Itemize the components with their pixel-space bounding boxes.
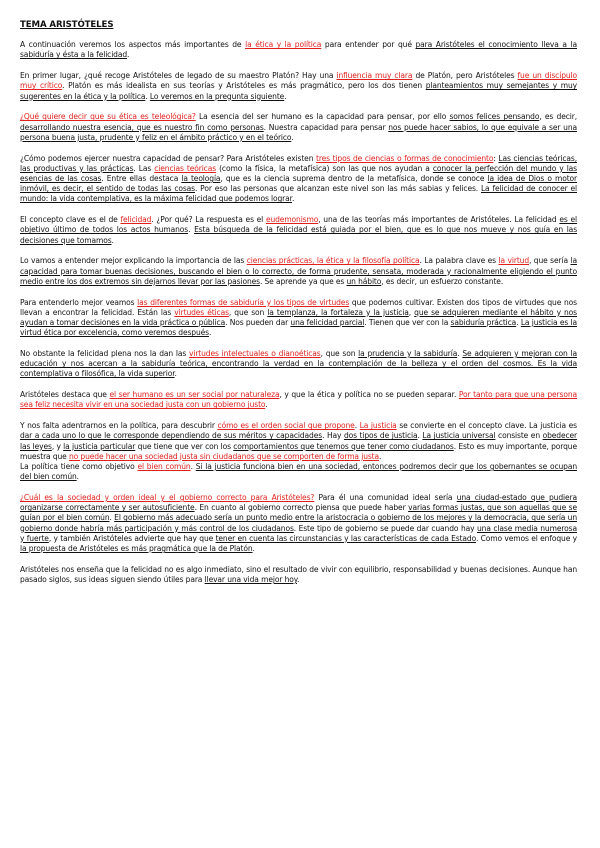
text-run: se convierte en el concepto clave. La justicia es xyxy=(396,421,577,431)
underlined-phrase: sabiduría práctica xyxy=(450,318,517,328)
text-run: . Las xyxy=(133,163,155,173)
highlighted-term: virtudes intelectuales o dianoéticas xyxy=(189,349,321,359)
paragraph xyxy=(20,298,577,339)
text-run: que tiene que ver con los xyxy=(135,441,234,451)
text-run: . xyxy=(145,91,150,101)
underlined-phrase: La justicia universal xyxy=(422,431,496,441)
highlighted-term: el ser humano es un ser social por naturaleza xyxy=(109,390,280,400)
text-run: . En cuanto al gobierno correcto piensa que puede haber xyxy=(194,503,409,513)
highlighted-term: las diferentes formas de sabiduría y los tipos de virtudes xyxy=(137,297,350,307)
underlined-phrase: Las ciencias teóricas, las productivas y las prácticas xyxy=(20,153,578,173)
underlined-phrase: planteamientos muy semejantes y muy sugerentes en la ética y la política xyxy=(20,81,577,101)
underlined-phrase: que se adquieren mediante el hábito y nos ayudan a tomar decisiones en la vida práctica o pública xyxy=(20,307,577,328)
text-run: (como la física, la metafísica) son las que nos ayudan a xyxy=(216,163,433,173)
paragraph xyxy=(20,493,577,554)
highlighted-term: ¿Cuál es la sociedad y orden ideal y el gobierno correcto para Aristóteles? xyxy=(20,493,315,503)
text-run: . xyxy=(174,369,177,379)
underlined-phrase: tener en cuenta las circunstancias y las características de cada Estado xyxy=(215,533,476,543)
underlined-phrase: Esta búsqueda de la felicidad está guiada por el bien, que es lo que nos mueve y nos guía en las decisiones que tomamos xyxy=(20,225,578,245)
underlined-phrase: El gobierno más adecuado sería un punto medio entre la aristocracia o gobierno de los mejores y la democracia, que sería un gobierno donde habría más participación y más control de los ciudadanos xyxy=(20,513,577,533)
text-run: . xyxy=(297,575,300,585)
paragraph xyxy=(20,40,577,60)
highlighted-term: ciencias prácticas, la ética y la filosofía política xyxy=(246,256,420,266)
paragraph xyxy=(20,565,577,585)
underlined-phrase: desarrollando nuestra esencia, que es nuestro fin como personas xyxy=(20,122,264,132)
underlined-phrase: La justicia es la virtud ética por excelencia, como veremos después xyxy=(20,318,577,338)
paragraph xyxy=(20,71,577,102)
text-run: . Nos pueden dar xyxy=(225,318,291,328)
underlined-phrase: Si la justicia funciona bien en una sociedad, entonces podremos decir que los gobernantes se ocupan del bien común xyxy=(20,462,577,482)
text-run: , que son xyxy=(228,307,268,317)
text-run: No obstante la felicidad plena nos la dan las xyxy=(20,349,189,359)
underlined-phrase: una felicidad parcial xyxy=(290,318,365,328)
text-run: Y nos falta adentrarnos en la política, para descubrir xyxy=(20,421,218,431)
underlined-phrase: la prudencia y la sabiduría xyxy=(358,349,458,359)
underlined-phrase: nos puede hacer sabios, lo que equivale a ser una persona buena justa, prudente y feliz en el ámbito práctico y en el teórico xyxy=(20,122,578,142)
text-run: . xyxy=(188,225,195,235)
highlighted-term: el bien común xyxy=(137,462,191,472)
paragraph xyxy=(20,215,577,246)
highlighted-term: Por tanto para que una persona sea feliz necesita vivir en una sociedad justa con un gobierno justo xyxy=(20,390,578,410)
text-run: . xyxy=(190,462,196,472)
text-run: , y también Aristóteles advierte que hay que xyxy=(48,533,216,543)
highlighted-term: virtudes éticas xyxy=(174,307,229,317)
underlined-phrase: es el objetivo último de todos los actos humanos xyxy=(20,215,577,235)
text-run: . xyxy=(291,132,294,142)
text-run: . Entre ellas destaca xyxy=(101,174,182,184)
text-run: . Este tipo de gobierno se puede dar cuando hay xyxy=(293,523,478,533)
text-run: . xyxy=(252,544,255,554)
highlighted-term: la ética y la política xyxy=(245,40,322,50)
text-run: . xyxy=(417,431,423,441)
underlined-phrase: la templanza, la fortaleza y la justicia xyxy=(267,307,409,317)
underlined-phrase: una clase media numerosa y fuerte xyxy=(20,523,577,543)
text-run: . Nuestra capacidad para pensar xyxy=(263,122,389,132)
underlined-phrase: varias formas justas, que son aquellas que se guían por el bien común xyxy=(20,503,577,523)
text-run: . Esto es muy importante, porque muestra que xyxy=(20,441,577,461)
paragraph xyxy=(20,112,577,143)
text-run: , xyxy=(408,307,415,317)
text-run: , y que la ética y política no se pueden separar. xyxy=(279,390,459,400)
paragraph xyxy=(20,349,577,380)
highlighted-term: tres tipos de ciencias o formas de conocimiento xyxy=(315,153,494,163)
text-run: , que sería xyxy=(529,256,571,266)
underlined-phrase: la capacidad para tomar buenas decisiones, buscando el bien o lo correcto, de forma prudente, sensata, moderada y racionalmente eligiendo el punto medio entre los dos extremos sin dejarnos llevar por las pasiones xyxy=(20,256,577,286)
text-run: , es decir, xyxy=(539,112,577,122)
text-run: . xyxy=(109,513,115,523)
text-run: . xyxy=(457,349,463,359)
highlighted-term: la virtud xyxy=(498,256,529,266)
underlined-phrase: conocer la perfección del mundo y las esencias de las cosas xyxy=(20,163,577,184)
highlighted-term: influencia muy clara xyxy=(336,71,413,81)
text-run: . ¿Por qué? La respuesta es el xyxy=(151,215,266,225)
text-run: La esencia del ser humano es la capacidad para pensar, por ello xyxy=(195,112,450,122)
document-body xyxy=(20,40,577,585)
highlighted-term: cómo es el orden social que propone xyxy=(217,421,355,431)
text-run: Aristóteles nos enseña que la felicidad no es algo inmediato, sino el resultado de vivir con equilibrio, responsabilidad y buenas decisiones. Aunque han pasado siglos, sus ideas siguen siendo útiles para xyxy=(20,564,577,585)
text-run: consiste en xyxy=(495,431,543,441)
underlined-phrase: para Aristóteles el conocimiento lleva a la sabiduría y ésta a la felicidad xyxy=(20,40,577,60)
text-run: . xyxy=(354,421,360,431)
text-run: Aristóteles destaca que xyxy=(20,390,110,400)
paragraph xyxy=(20,256,577,287)
underlined-phrase: la propuesta de Aristóteles es más pragmática que la de Platón xyxy=(20,544,253,554)
paragraph xyxy=(20,154,577,205)
underlined-phrase: la justicia particular xyxy=(63,441,136,451)
text-run: , es decir, un esfuerzo constante. xyxy=(381,276,504,286)
text-run: . xyxy=(76,472,79,482)
text-run: La política tiene como objetivo xyxy=(20,462,138,472)
paragraph xyxy=(20,390,577,410)
underlined-phrase: obedecer las leyes xyxy=(20,431,578,451)
highlighted-term: eudemonismo xyxy=(265,215,319,225)
underlined-phrase: Lo veremos en la pregunta siguiente xyxy=(149,91,285,101)
paragraph xyxy=(20,421,577,482)
underlined-phrase: una ciudad-estado que pudiera organizarse correctamente y ser autosuficiente xyxy=(20,493,577,513)
underlined-phrase: La felicidad de conocer el mundo: la vida contemplativa, es la máxima felicidad que podemos lograr xyxy=(20,184,577,204)
text-run: , una de las teorías más importantes de Aristóteles. La felicidad xyxy=(318,215,560,225)
document-page xyxy=(20,20,577,596)
highlighted-term: no puede hacer una sociedad justa sin ciudadanos que se comporten de forma justa xyxy=(68,451,380,461)
underlined-phrase: dar a cada uno lo que le corresponde dependiendo de sus méritos y capacidades xyxy=(20,431,323,441)
highlighted-term: felicidad xyxy=(120,215,152,225)
text-run: . La palabra clave es xyxy=(419,256,499,266)
underlined-phrase: llevar una vida mejor hoy xyxy=(204,575,298,585)
text-run: . xyxy=(265,400,268,410)
text-run: El concepto clave es el de xyxy=(20,215,121,225)
underlined-phrase: dos tipos de justicia xyxy=(343,431,418,441)
underlined-phrase: un hábito xyxy=(346,276,382,286)
underlined-phrase: somos felices pensando xyxy=(449,112,540,122)
text-run: En primer lugar, ¿qué recoge Aristóteles de legado de su maestro Platón? Hay una xyxy=(20,71,337,81)
highlighted-term: ciencias teóricas xyxy=(154,163,217,173)
text-run: . xyxy=(291,194,295,204)
underlined-phrase: la idea de Dios o motor inmóvil, es decir, el sentido de todas las cosas xyxy=(20,174,578,194)
highlighted-term: fue un discípulo muy crítico xyxy=(20,71,577,91)
underlined-phrase: Se adquieren y mejoran con la educación y nos acercan a la sabiduría teórica, encontrando la verdad en la contemplación de la belleza y el orden del cosmos. Es la vida contemplativa o filosófica, la vida superior xyxy=(20,349,578,379)
underlined-phrase: la teología xyxy=(181,174,221,184)
text-run: . xyxy=(111,235,114,245)
text-run: , que es la ciencia suprema dentro de la metafísica, donde se conoce xyxy=(220,174,488,184)
text-run: . xyxy=(284,91,287,101)
text-run: . xyxy=(379,451,382,461)
text-run: . xyxy=(127,50,130,60)
text-run: . xyxy=(208,328,212,338)
text-run: . Tienen que ver con la xyxy=(364,318,451,328)
text-run: de Platón, pero Aristóteles xyxy=(412,71,518,81)
text-run: : xyxy=(493,153,499,163)
text-run: . Se aprende ya que es xyxy=(259,276,347,286)
highlighted-term: La justicia xyxy=(359,421,397,431)
text-run: A continuación veremos los aspectos más importantes de xyxy=(20,40,246,50)
text-run: Para entenderlo mejor veamos xyxy=(20,297,138,307)
text-run: . Hay xyxy=(322,431,344,441)
document-title: TEMA ARISTÓTELES xyxy=(20,20,114,30)
text-run: . Por eso las personas que alcanzan este nivel son las más sabias y felices. xyxy=(194,184,481,194)
text-run: . Platón es más idealista en sus teorías y Aristóteles es más pragmático, pero los dos tienen xyxy=(62,81,426,91)
text-run: Para él una comunidad ideal sería xyxy=(314,493,457,503)
text-run: , que son xyxy=(320,349,359,359)
text-run: que podemos cultivar. Existen dos tipos de virtudes que nos llevan a encontrar la felicidad. Están las xyxy=(20,297,577,317)
text-run: para entender por qué xyxy=(321,40,416,50)
text-run: . xyxy=(516,318,521,328)
text-run: Lo vamos a entender mejor explicando la importancia de las xyxy=(20,256,247,266)
underlined-phrase: comportamientos que tenemos que tener como ciudadanos xyxy=(233,441,454,451)
text-run: ¿Cómo podemos ejercer nuestra capacidad de pensar? Para Aristóteles existen xyxy=(20,153,316,163)
text-run: . Como vemos el enfoque y xyxy=(475,533,577,543)
text-run: , y xyxy=(51,441,64,451)
highlighted-term: ¿Qué quiere decir que su ética es teleológica? xyxy=(20,112,196,122)
